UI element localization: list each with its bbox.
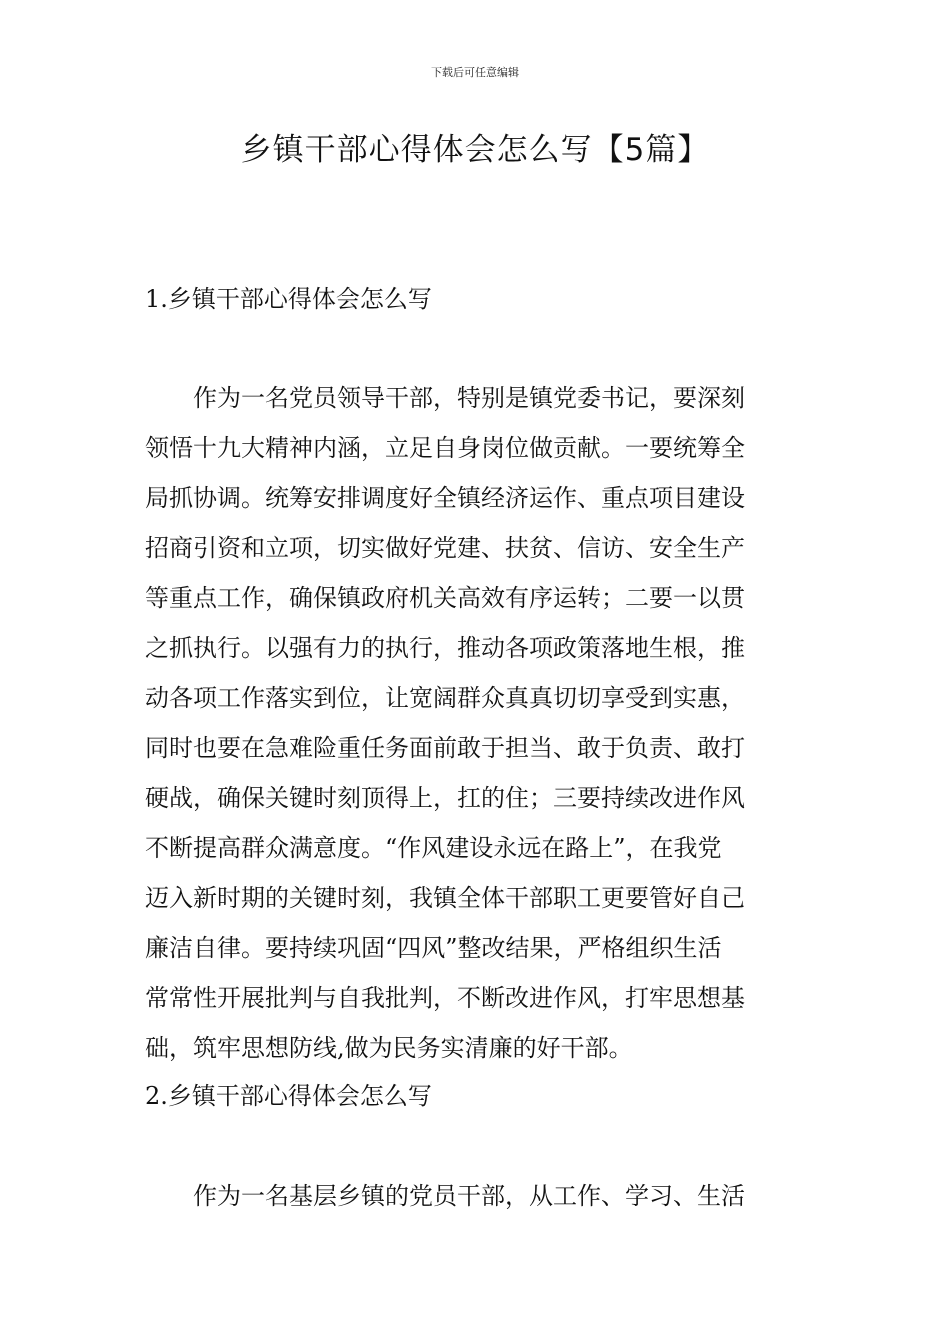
section-1-heading: 1.乡镇干部心得体会怎么写 (145, 285, 432, 313)
paragraph-line: 动各项工作落实到位，让宽阔群众真真切切享受到实惠， (145, 684, 745, 712)
paragraph-line: 同时也要在急难险重任务面前敢于担当、敢于负责、敢打 (145, 734, 745, 762)
paragraph-line: 作为一名基层乡镇的党员干部，从工作、学习、生活 (145, 1182, 745, 1210)
paragraph-line: 硬战，确保关键时刻顶得上，扛的住；三要持续改进作风 (145, 784, 745, 812)
paragraph-line: 之抓执行。以强有力的执行，推动各项政策落地生根，推 (145, 634, 745, 662)
paragraph-line: 局抓协调。统筹安排调度好全镇经济运作、重点项目建设 (145, 484, 745, 512)
page-header-note: 下载后可任意编辑 (431, 66, 519, 79)
paragraph-line: 迈入新时期的关键时刻，我镇全体干部职工更要管好自己 (145, 884, 745, 912)
paragraph-line: 廉洁自律。要持续巩固“四风”整改结果，严格组织生活 (145, 934, 722, 962)
paragraph-line: 等重点工作，确保镇政府机关高效有序运转；二要一以贯 (145, 584, 745, 612)
paragraph-line: 础，筑牢思想防线,做为民务实清廉的好干部。 (145, 1034, 633, 1062)
paragraph-line: 作为一名党员领导干部，特别是镇党委书记，要深刻 (145, 384, 745, 412)
page-title: 乡镇干部心得体会怎么写【5篇】 (240, 132, 710, 168)
paragraph-line: 不断提高群众满意度。“作风建设永远在路上”，在我党 (145, 834, 722, 862)
paragraph-line: 常常性开展批判与自我批判，不断改进作风，打牢思想基 (145, 984, 745, 1012)
paragraph-line: 招商引资和立项，切实做好党建、扶贫、信访、安全生产 (145, 534, 745, 562)
paragraph-line: 领悟十九大精神内涵，立足自身岗位做贡献。一要统筹全 (145, 434, 745, 462)
section-2-heading: 2.乡镇干部心得体会怎么写 (145, 1082, 432, 1110)
